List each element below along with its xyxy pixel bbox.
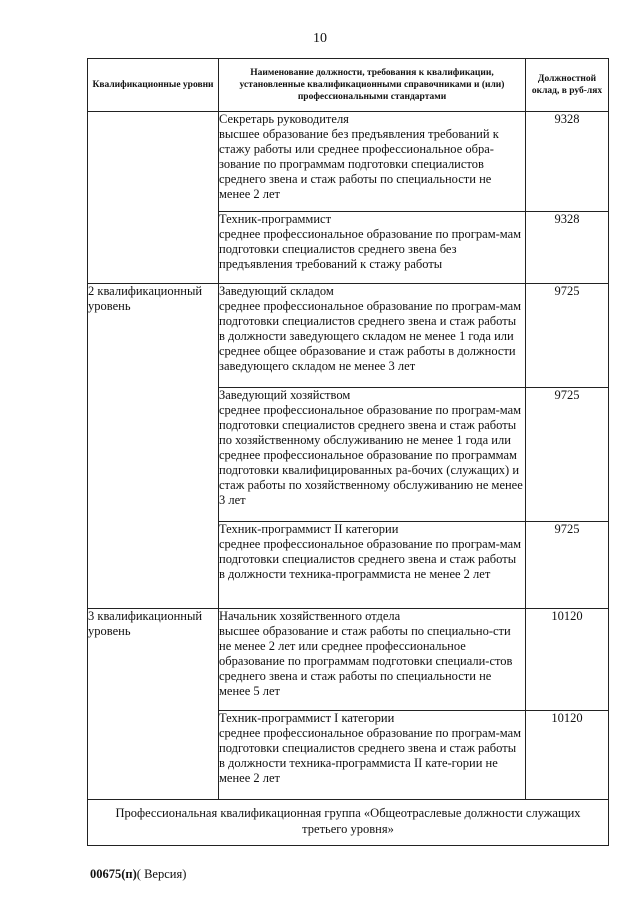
document-footer bbox=[90, 867, 186, 882]
position-title: Секретарь руководителя bbox=[219, 112, 349, 126]
table-row bbox=[88, 609, 609, 711]
salary-cell: 10120 bbox=[526, 609, 609, 711]
position-cell bbox=[219, 388, 526, 522]
document-version: ( Версия) bbox=[136, 867, 187, 881]
group-title: Профессиональная квалификационная группа «Общеотраслевые должности служащих третьего уровня» bbox=[88, 800, 609, 846]
position-requirements: среднее профессиональное образование по програм-мам подготовки специалистов среднего звена и стаж работы в должности техника-программиста II кате-гории не менее 2 лет bbox=[219, 726, 522, 785]
salary-cell: 9725 bbox=[526, 522, 609, 609]
salary-cell: 9328 bbox=[526, 112, 609, 212]
position-cell bbox=[219, 609, 526, 711]
position-requirements: высшее образование и стаж работы по специально-сти не менее 2 лет или среднее профессиональное образование по программам подготовки специали-стов среднего звена и стаж работы по специальности не менее 5 лет bbox=[219, 624, 513, 698]
position-title: Начальник хозяйственного отдела bbox=[219, 609, 401, 623]
table-header-row bbox=[88, 59, 609, 112]
position-cell bbox=[219, 711, 526, 800]
position-requirements: среднее профессиональное образование по програм-мам подготовки специалистов среднего звена и стаж работы в должности заведующего складом не менее 1 года или среднее общее образование и стаж работы в должности заведующего складом не менее 3 лет bbox=[219, 299, 522, 373]
position-title: Заведующий складом bbox=[219, 284, 334, 298]
table-row bbox=[88, 112, 609, 212]
position-title: Заведующий хозяйством bbox=[219, 388, 351, 402]
salary-cell: 9328 bbox=[526, 212, 609, 284]
position-requirements: высшее образование без предъявления требований к стажу работы или среднее профессиональное обра-зование по программам подготовки специалистов среднего звена и стаж работы по специальности не менее 2 лет bbox=[219, 127, 499, 201]
page-number: 10 bbox=[313, 31, 327, 46]
salary-cell: 10120 bbox=[526, 711, 609, 800]
position-cell bbox=[219, 284, 526, 388]
position-requirements: среднее профессиональное образование по програм-мам подготовки специалистов среднего звена и стаж работы по хозяйственному обслуживанию не менее 1 года или среднее профессиональное образование по программам подготовки квалифицированных ра-бочих (служащих) и стаж работы по хозяйственному обслуживанию не менее 3 лет bbox=[219, 403, 523, 507]
document-code: 00675(п) bbox=[90, 867, 137, 881]
position-requirements: среднее профессиональное образование по програм-мам подготовки специалистов среднего звена без предъявления требований к стажу работы bbox=[219, 227, 522, 271]
header-salary: Должностной оклад, в руб-лях bbox=[526, 59, 609, 112]
table-row bbox=[88, 284, 609, 388]
level-cell-3: 3 квалификационный уровень bbox=[88, 609, 219, 800]
level-cell-1 bbox=[88, 112, 219, 284]
group-row bbox=[88, 800, 609, 846]
position-title: Техник-программист I категории bbox=[219, 711, 395, 725]
level-cell-2: 2 квалификационный уровень bbox=[88, 284, 219, 609]
salary-cell: 9725 bbox=[526, 284, 609, 388]
header-position: Наименование должности, требования к квалификации, установленные квалификационными справочниками и (или) профессиональными стандартами bbox=[219, 59, 526, 112]
position-cell bbox=[219, 112, 526, 212]
position-title: Техник-программист II категории bbox=[219, 522, 399, 536]
header-levels: Квалификационные уровни bbox=[88, 59, 219, 112]
position-cell bbox=[219, 212, 526, 284]
qualification-table bbox=[87, 58, 609, 846]
salary-cell: 9725 bbox=[526, 388, 609, 522]
position-cell bbox=[219, 522, 526, 609]
position-title: Техник-программист bbox=[219, 212, 332, 226]
position-requirements: среднее профессиональное образование по програм-мам подготовки специалистов среднего звена и стаж работы в должности техника-программиста не менее 2 лет bbox=[219, 537, 522, 581]
